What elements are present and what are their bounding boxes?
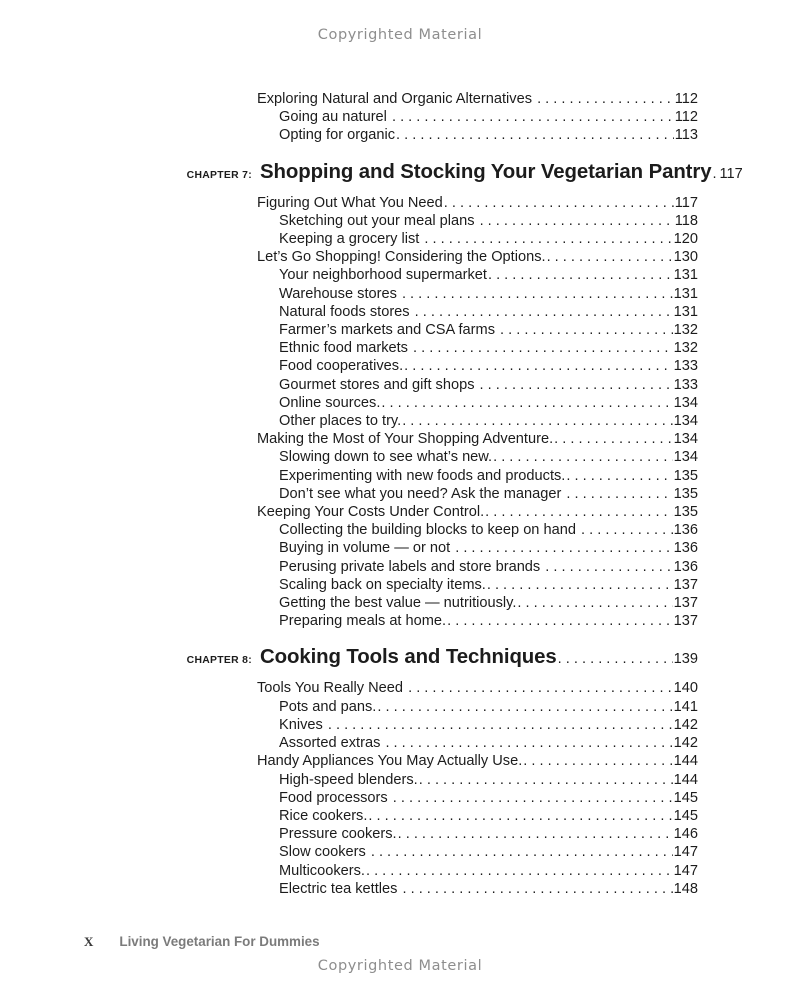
toc-entry-row[interactable] (178, 698, 698, 716)
toc-entry-row[interactable] (178, 807, 698, 825)
toc-chapter-label: CHAPTER 7: (186, 169, 252, 181)
toc-entry-row[interactable] (178, 679, 698, 697)
toc-entry-row[interactable] (178, 734, 698, 752)
dot-leader (517, 594, 672, 612)
toc-entry-title: Opting for organic (279, 127, 396, 144)
toc-entry-row[interactable] (178, 339, 698, 357)
toc-page-number: 134 (673, 394, 698, 411)
toc-entry-row[interactable] (178, 376, 698, 394)
dot-leader (537, 90, 674, 108)
dot-leader (377, 698, 672, 716)
toc-entry-title: Natural foods stores (279, 303, 414, 320)
toc-entry-row[interactable] (178, 594, 698, 612)
dot-leader (480, 376, 673, 394)
dot-leader (444, 194, 674, 212)
toc-entry-row[interactable] (178, 539, 698, 557)
toc-page-number: 142 (673, 716, 698, 733)
toc-entry-title: Perusing private labels and store brands (279, 558, 545, 575)
toc-entry-title: Sketching out your meal plans (279, 212, 479, 229)
dot-leader (566, 485, 672, 503)
dot-leader (447, 612, 673, 630)
dot-leader (480, 212, 674, 230)
toc-page-number: 135 (673, 504, 698, 521)
toc-page-number: 135 (673, 485, 698, 502)
toc-entry-title: Collecting the building blocks to keep on hand (279, 522, 580, 539)
toc-page-number: 117 (719, 165, 743, 182)
toc-page-number: 112 (674, 91, 698, 107)
toc-entry-row[interactable] (178, 412, 698, 430)
toc-page-number: 137 (673, 613, 698, 630)
toc-entry-row[interactable] (178, 430, 698, 448)
dot-leader (371, 843, 673, 861)
dot-leader (485, 503, 672, 521)
toc-page-number: 131 (673, 303, 698, 320)
toc-page-number: 117 (674, 194, 698, 211)
dot-leader (712, 159, 718, 189)
toc-entry-title: Food processors (279, 789, 392, 806)
toc-page-number: 137 (673, 576, 698, 593)
toc-entry-row[interactable] (178, 248, 698, 266)
toc-entry-row[interactable] (178, 321, 698, 339)
toc-entry-title: Keeping Your Costs Under Control. (257, 504, 485, 521)
toc-entry-title: Experimenting with new foods and products. (279, 467, 566, 484)
dot-leader (488, 266, 673, 284)
toc-page-number: 146 (673, 826, 698, 843)
toc-entry-title: Gourmet stores and gift shops (279, 376, 479, 393)
toc-entry-title: Food cooperatives. (279, 358, 404, 375)
toc-page-number: 120 (673, 231, 698, 248)
dot-leader (408, 679, 673, 697)
toc-page-number: 136 (673, 558, 698, 575)
toc-page-number: 112 (674, 109, 698, 126)
toc-page-number: 132 (673, 340, 698, 357)
toc-entry-title: Slow cookers (279, 844, 370, 861)
toc-entry-row[interactable] (178, 266, 698, 284)
toc-entry-row[interactable] (178, 576, 698, 594)
toc-entry-row[interactable] (178, 503, 698, 521)
dot-leader (366, 862, 673, 880)
toc-entry-row[interactable] (178, 90, 698, 108)
dot-leader (523, 752, 672, 770)
toc-entry-row[interactable] (178, 357, 698, 375)
toc-entry-title: High-speed blenders. (279, 771, 418, 788)
toc-entry-title: Online sources. (279, 394, 381, 411)
toc-entry-row[interactable] (178, 394, 698, 412)
dot-leader (415, 303, 673, 321)
toc-chapter-label: CHAPTER 8: (186, 655, 252, 667)
toc-entry-title: Exploring Natural and Organic Alternatives (257, 91, 537, 107)
dot-leader (396, 126, 674, 144)
dot-leader (368, 807, 672, 825)
toc-entry-row[interactable] (178, 285, 698, 303)
dot-leader (487, 576, 673, 594)
dot-leader (393, 789, 673, 807)
toc-page-number: 137 (673, 595, 698, 612)
toc-entry-title: Buying in volume — or not (279, 540, 455, 557)
dot-leader (402, 412, 672, 430)
toc-entry-title: Multicookers. (279, 862, 365, 879)
toc-entry-title: Slowing down to see what’s new. (279, 449, 493, 466)
dot-leader (328, 716, 673, 734)
toc-page-number: 144 (673, 753, 698, 770)
toc-page-number: 113 (674, 127, 698, 144)
dot-leader (385, 734, 672, 752)
toc-page-number: 133 (673, 358, 698, 375)
toc-entry-title: Handy Appliances You May Actually Use. (257, 753, 523, 770)
dot-leader (566, 467, 672, 485)
dot-leader (402, 880, 672, 898)
toc-entry-title: Rice cookers. (279, 807, 368, 824)
toc-page-number: 148 (673, 880, 698, 897)
dot-leader (558, 644, 673, 674)
toc-page-number: 135 (673, 467, 698, 484)
toc-entry-row[interactable] (178, 771, 698, 789)
toc-entry-row[interactable] (178, 521, 698, 539)
toc-entry-title: Assorted extras (279, 735, 385, 752)
toc-entry-title: Knives (279, 716, 327, 733)
toc-page-number: 134 (673, 449, 698, 466)
toc-chapter-row[interactable] (178, 642, 698, 676)
toc-entry-row[interactable] (178, 789, 698, 807)
dot-leader (424, 230, 672, 248)
dot-leader (554, 430, 673, 448)
toc-page-number: 147 (673, 862, 698, 879)
toc-entry-row[interactable] (178, 752, 698, 770)
toc-page-number: 145 (673, 789, 698, 806)
toc-entry-title: Figuring Out What You Need (257, 194, 443, 211)
toc-entry-title: Making the Most of Your Shopping Adventure. (257, 431, 554, 448)
copyright-watermark-top: Copyrighted Material (317, 27, 483, 43)
toc-page-number: 136 (673, 540, 698, 557)
toc-page-number: 141 (673, 698, 698, 715)
dot-leader (545, 558, 672, 576)
toc-entry-row[interactable] (178, 303, 698, 321)
toc-entry-title: Cooking Tools and Techniques (260, 646, 557, 669)
toc-chapter-row[interactable] (178, 157, 743, 191)
toc-entry-title: Pots and pans. (279, 698, 377, 715)
toc-entry-title: Other places to try. (279, 413, 402, 430)
toc-entry-row[interactable] (178, 558, 698, 576)
page-footer (0, 934, 800, 950)
toc-entry-row[interactable] (178, 448, 698, 466)
dot-leader (581, 521, 673, 539)
toc-page-number: 133 (673, 376, 698, 393)
toc-page-number: 136 (673, 522, 698, 539)
toc-entry-row[interactable] (178, 612, 698, 630)
dot-leader (402, 285, 673, 303)
toc-entry-title: Scaling back on specialty items. (279, 576, 486, 593)
toc-page-number: 134 (673, 431, 698, 448)
toc-entry-title: Tools You Really Need (257, 680, 408, 697)
toc-entry-row[interactable] (178, 108, 698, 126)
toc-entry-title: Shopping and Stocking Your Vegetarian Pantry (260, 160, 712, 183)
toc-page-number: 144 (673, 771, 698, 788)
dot-leader (398, 825, 673, 843)
toc-entry-title: Your neighborhood supermarket (279, 267, 487, 284)
toc-page-number: 140 (673, 680, 698, 697)
copyright-watermark-bottom: Copyrighted Material (317, 958, 483, 974)
toc-entry-title: Farmer’s markets and CSA farms (279, 322, 500, 339)
dot-leader (419, 771, 673, 789)
toc-page-number: 142 (673, 735, 698, 752)
running-book-title: Living Vegetarian For Dummies (119, 934, 320, 949)
dot-leader (392, 108, 674, 126)
dot-leader (547, 248, 673, 266)
toc-entry-row[interactable] (178, 716, 698, 734)
toc-entry-title: Electric tea kettles (279, 880, 402, 897)
toc-page-number: 139 (673, 651, 698, 668)
page-folio-number: X (84, 934, 94, 949)
toc-page-number: 118 (674, 212, 698, 229)
toc-entry-row[interactable] (178, 230, 698, 248)
toc-entry-row[interactable] (178, 825, 698, 843)
toc-page-number: 130 (673, 249, 698, 266)
toc-entry-row[interactable] (178, 485, 698, 503)
dot-leader (404, 357, 673, 375)
toc-entry-row[interactable] (178, 843, 698, 861)
dot-leader (500, 321, 673, 339)
toc-entry-row[interactable] (178, 862, 698, 880)
toc-entry-row[interactable] (178, 467, 698, 485)
toc-entry-title: Getting the best value — nutritiously. (279, 595, 517, 612)
dot-leader (493, 448, 673, 466)
toc-entry-row[interactable] (178, 126, 698, 144)
toc-entry-row[interactable] (178, 880, 698, 898)
dot-leader (455, 539, 672, 557)
toc-entry-title: Don’t see what you need? Ask the manager (279, 485, 566, 502)
toc-entry-title: Pressure cookers. (279, 826, 397, 843)
dot-leader (381, 394, 672, 412)
toc-entry-title: Let’s Go Shopping! Considering the Options. (257, 249, 546, 266)
toc-entry-title: Going au naturel (279, 109, 391, 126)
toc-page-number: 132 (673, 322, 698, 339)
toc-page-number: 131 (673, 267, 698, 284)
toc-page-number: 147 (673, 844, 698, 861)
toc-entry-title: Ethnic food markets (279, 340, 413, 357)
toc-page-number: 145 (673, 807, 698, 824)
dot-leader (413, 339, 673, 357)
toc-entry-title: Warehouse stores (279, 285, 401, 302)
toc-entry-title: Preparing meals at home. (279, 613, 447, 630)
toc-entry-row[interactable] (178, 194, 698, 212)
table-of-contents (0, 90, 800, 898)
toc-page-number: 131 (673, 285, 698, 302)
toc-entry-title: Keeping a grocery list (279, 231, 424, 248)
toc-page-number: 134 (673, 413, 698, 430)
toc-entry-row[interactable] (178, 212, 698, 230)
